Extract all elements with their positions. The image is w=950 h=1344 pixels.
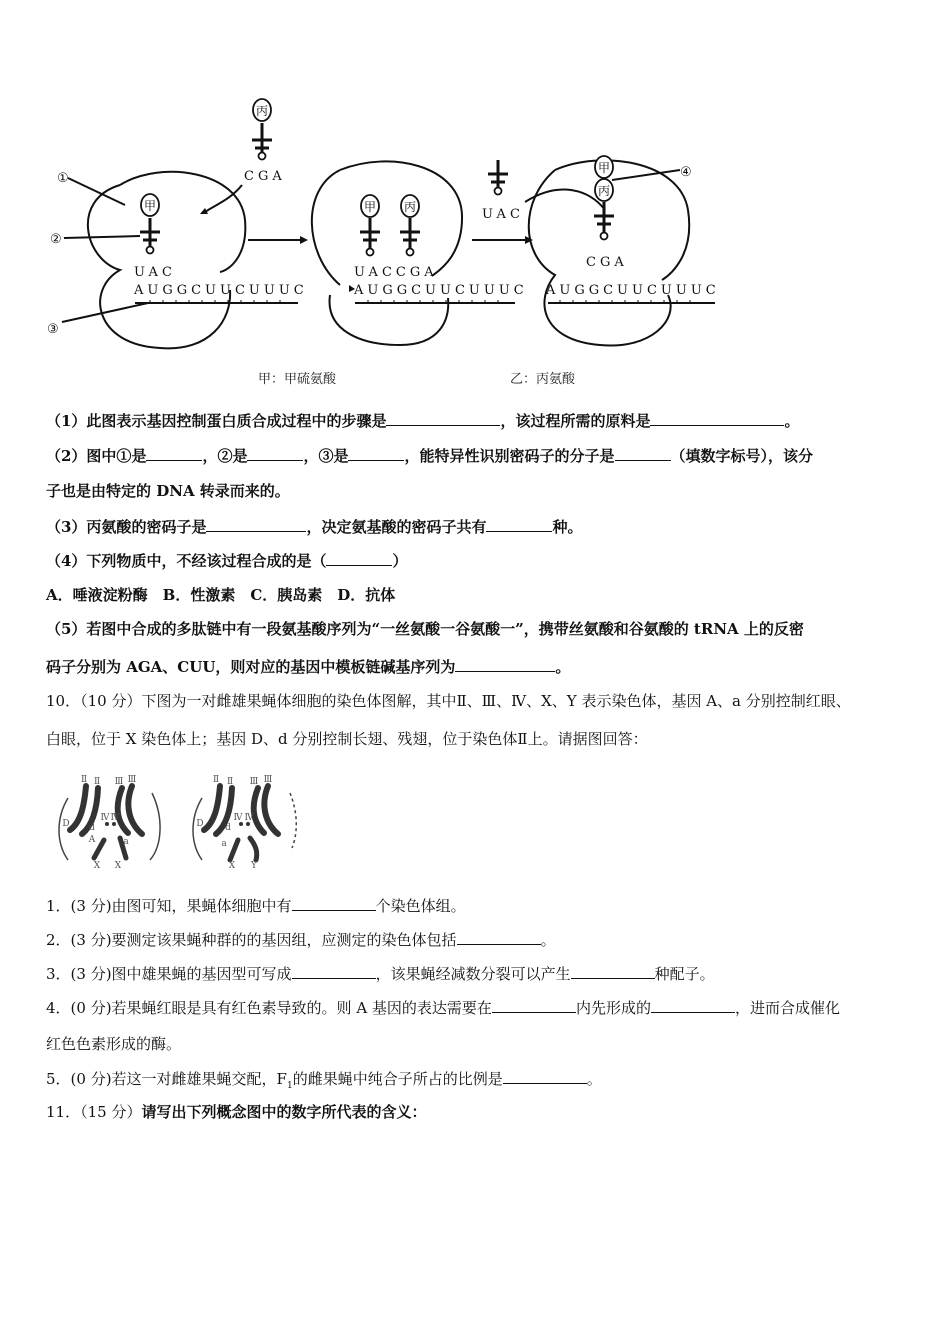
svg-text:X: X <box>114 861 122 871</box>
q10-sub1: 1．(3 分)由图可知，果蝇体细胞中有 个染色体组。 <box>46 897 466 915</box>
svg-text:D: D <box>196 819 204 829</box>
svg-text:Ⅲ: Ⅲ <box>249 777 259 787</box>
legend-yi: 乙：丙氨酸 <box>510 372 576 387</box>
answer-blank[interactable] <box>292 895 376 911</box>
label-circle-1: ① <box>57 171 73 186</box>
q9-part4: （4）下列物质中，不经该过程合成的是（ ） <box>46 552 408 570</box>
svg-text:Ⅱ: Ⅱ <box>80 775 88 785</box>
q10-sub2: 2．(3 分)要测定该果蝇种群的的基因组，应测定的染色体包括 。 <box>46 931 556 949</box>
q10-intro-line2: 白眼，位于 X 染色体上；基因 D、d 分别控制长翅、残翅，位于染色体Ⅱ上。请据图回答： <box>46 730 648 748</box>
stage3-bound-anticodon: CGA <box>586 255 628 270</box>
stage3-released-anticodon: UAC <box>482 207 524 222</box>
svg-text:甲: 甲 <box>143 199 157 213</box>
stage2-mrna: AUGGCUUCUUUC <box>354 283 528 298</box>
answer-blank[interactable] <box>326 550 392 566</box>
stage1-mrna: AUGGCUUCUUUC <box>134 283 308 298</box>
q10-sub3: 3．(3 分)图中雄果蝇的基因型可写成 ，该果蝇经减数分裂可以产生 种配子。 <box>46 965 715 983</box>
amino-acid-bing: 丙 <box>255 104 269 118</box>
q9-part3: （3）丙氨酸的密码子是 ，决定氨基酸的密码子共有 种。 <box>46 518 583 536</box>
answer-blank[interactable] <box>650 410 784 426</box>
q9-part1: （1）此图表示基因控制蛋白质合成过程中的步骤是 ，该过程所需的原料是 。 <box>46 412 800 430</box>
answer-blank[interactable] <box>146 445 202 461</box>
label-circle-3: ③ <box>47 322 63 337</box>
q9-options: A．唾液淀粉酶 B．性激素 C．胰岛素 D．抗体 <box>46 586 396 604</box>
answer-blank[interactable] <box>651 997 735 1013</box>
svg-text:Ⅳ: Ⅳ <box>110 813 120 823</box>
svg-text:丙: 丙 <box>403 200 417 214</box>
answer-blank[interactable] <box>206 516 306 532</box>
svg-text:d: d <box>225 823 231 833</box>
svg-text:Ⅱ: Ⅱ <box>93 777 101 787</box>
answer-blank[interactable] <box>386 410 500 426</box>
label-circle-4: ④ <box>680 165 696 180</box>
svg-text:X: X <box>93 861 101 871</box>
svg-text:Ⅳ: Ⅳ <box>244 813 254 823</box>
answer-blank[interactable] <box>503 1068 587 1084</box>
svg-text:a: a <box>123 837 129 847</box>
svg-text:Ⅲ: Ⅲ <box>127 775 137 785</box>
answer-blank[interactable] <box>492 997 576 1013</box>
fruit-fly-chromosome-diagram <box>52 768 312 878</box>
answer-blank[interactable] <box>571 963 655 979</box>
stage2-anticodons: UACCGA <box>354 265 438 280</box>
q11-heading: 11．（15 分）请写出下列概念图中的数字所代表的含义： <box>46 1103 427 1121</box>
svg-text:甲: 甲 <box>597 161 611 175</box>
svg-text:Ⅱ: Ⅱ <box>226 777 234 787</box>
svg-text:Ⅲ: Ⅲ <box>114 777 124 787</box>
svg-text:甲: 甲 <box>363 200 377 214</box>
stage1-incoming-anticodon: CGA <box>244 169 286 184</box>
svg-text:Y: Y <box>251 861 257 871</box>
svg-text:Ⅱ: Ⅱ <box>212 775 220 785</box>
answer-blank[interactable] <box>292 963 376 979</box>
q10-sub4-cont: 红色色素形成的酶。 <box>46 1035 182 1053</box>
svg-text:丙: 丙 <box>597 184 611 198</box>
svg-text:X: X <box>228 861 236 871</box>
answer-blank[interactable] <box>348 445 404 461</box>
answer-blank[interactable] <box>247 445 303 461</box>
svg-text:Ⅲ: Ⅲ <box>263 775 273 785</box>
svg-text:a: a <box>221 839 227 849</box>
answer-blank[interactable] <box>615 445 671 461</box>
answer-blank[interactable] <box>486 516 552 532</box>
svg-text:Ⅳ: Ⅳ <box>100 813 110 823</box>
q10-sub4: 4．(0 分)若果蝇红眼是具有红色素导致的。则 A 基因的表达需要在 内先形成的 ，进而合成催化 <box>46 999 840 1017</box>
q9-part5: （5）若图中合成的多肽链中有一段氨基酸序列为“一丝氨酸一谷氨酸一”，携带丝氨酸和谷氨酸的 tRNA 上的反密 <box>46 620 804 638</box>
stage3-mrna: AUGGCUUCUUUC <box>546 283 720 298</box>
answer-blank[interactable] <box>457 929 541 945</box>
svg-text:A: A <box>88 835 96 845</box>
q9-part5-cont: 码子分别为 AGA、CUU，则对应的基因中模板链碱基序列为 。 <box>46 658 571 676</box>
q9-part2: （2）图中①是 ，②是 ，③是 ，能特异性识别密码子的分子是 （填数字标号），该分 <box>46 447 814 465</box>
translation-diagram <box>40 90 740 390</box>
svg-text:D: D <box>62 819 70 829</box>
q10-intro-line1: 10．（10 分）下图为一对雌雄果蝇体细胞的染色体图解，其中Ⅱ、Ⅲ、Ⅳ、X、Y 表示染色体，基因 A、a 分别控制红眼、 <box>46 692 851 710</box>
q9-part2-cont: 子也是由特定的 DNA 转录而来的。 <box>46 482 290 500</box>
svg-text:d: d <box>89 823 95 833</box>
stage1-bound-anticodon: UAC <box>134 265 176 280</box>
label-circle-2: ② <box>50 232 66 247</box>
svg-text:Ⅳ: Ⅳ <box>233 813 243 823</box>
legend-jia: 甲：甲硫氨酸 <box>258 372 337 387</box>
answer-blank[interactable] <box>455 656 555 672</box>
q10-sub5: 5．(0 分)若这一对雌雄果蝇交配，$F_1$的雌果蝇中纯合子所占的比例是 。 <box>46 1070 602 1091</box>
